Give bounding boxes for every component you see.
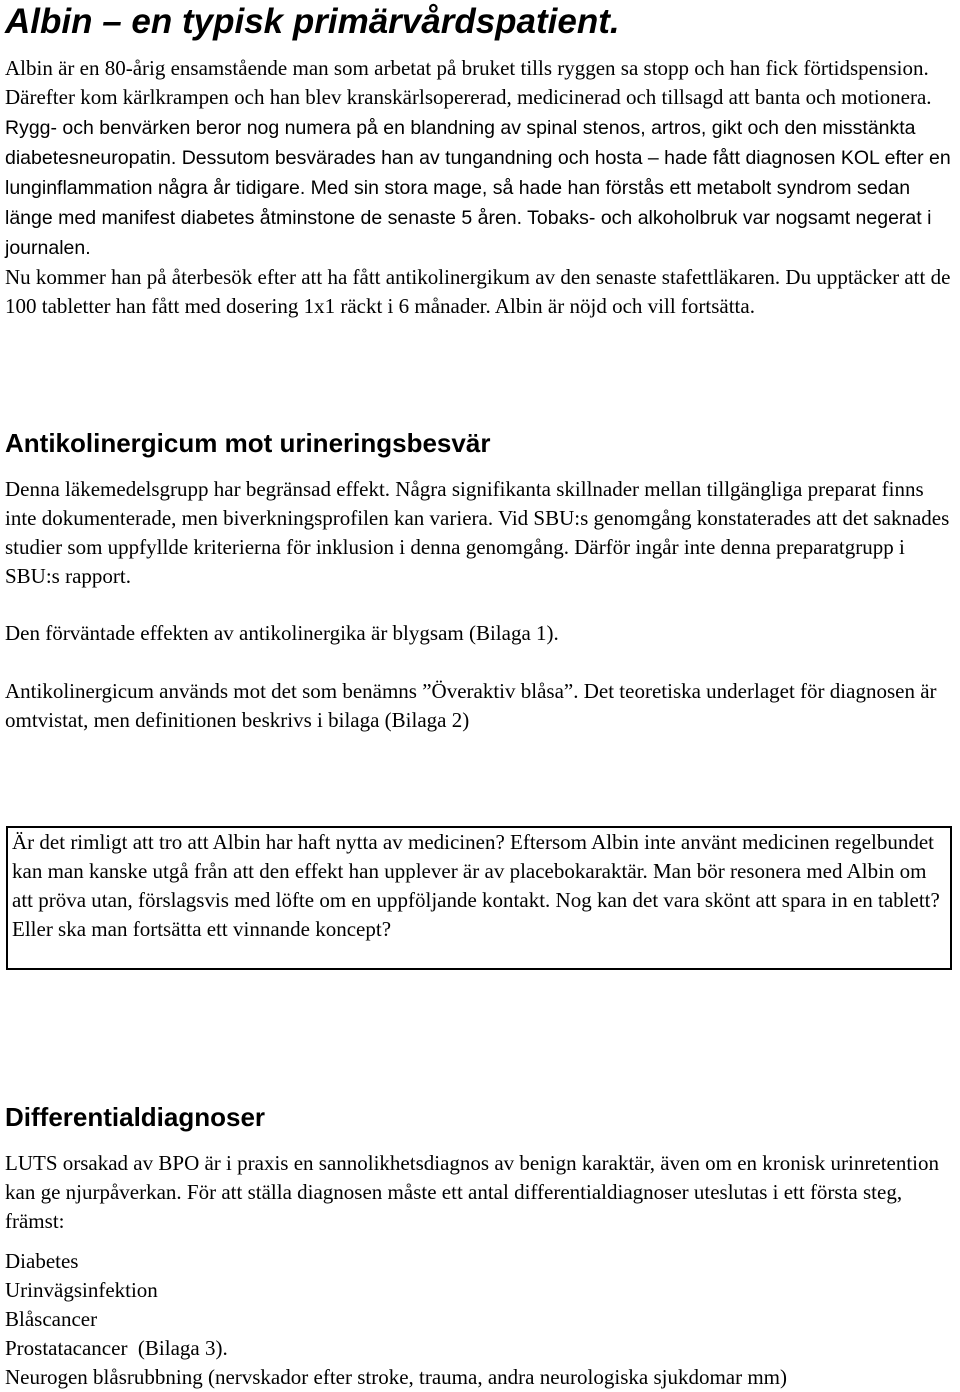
section2-paragraph-1: LUTS orsakad av BPO är i praxis en sannolikhetsdiagnos av benign karaktär, även om en kronisk urinretention kan ge njurpåverkan. För att ställa diagnosen måste ett antal differentialdiagnoser uteslutas i ett första steg, främst:: [5, 1151, 940, 1233]
section1-paragraph-3: Antikolinergicum används mot det som benämns ”Överaktiv blåsa”. Det teoretiska underlaget för diagnosen är omtvistat, men definitionen beskrivs i bilaga (Bilaga 2): [5, 679, 937, 732]
section1-paragraph-1: Denna läkemedelsgrupp har begränsad effekt. Några signifikanta skillnader mellan tillgängliga preparat finns inte dokumenterade, men biverkningsprofilen kan variera. Vid SBU:s genomgång konstaterades att det saknades studier som uppfyllde kriterierna för inklusion i denna genomgång. Därför ingår inte denna preparatgrupp i SBU:s rapport.: [5, 477, 950, 588]
list-item: Prostatacancer (Bilaga 3).: [5, 1336, 228, 1360]
section-heading-antikolinergicum: Antikolinergicum mot urineringsbesvär: [5, 428, 491, 458]
list-item: Diabetes: [5, 1249, 79, 1273]
diagnosis-list: [5, 1247, 787, 1392]
intro-paragraph: [5, 54, 955, 321]
reflection-text: Är det rimligt att tro att Albin har haft nytta av medicinen? Eftersom Albin inte använt medicinen regelbundet kan man kanske utgå från att den effekt han upplever är av placebokaraktär. Man bör resonera med Albin om att pröva utan, förslagsvis med löfte om en uppföljande kontakt. Nog kan det vara skönt att spara in en tablett? Eller ska man fortsätta ett vinnande koncept?: [12, 830, 940, 941]
document-title: Albin – en typisk primärvårdspatient.: [5, 2, 620, 41]
intro-sentence-2: Rygg- och benvärken beror nog numera på en blandning av spinal stenos, artros, gikt och den misstänkta diabetesneuropatin. Dessutom besvärades han av tungandning och hosta – hade fått diagnosen KOL efter en lunginflammation några år tidigare. Med sin stora mage, så hade han förstås ett metabolt syndrom sedan länge med manifest diabetes åtminstone de senaste 5 åren. Tobaks- och alkoholbruk var nogsamt negerat i journalen.: [5, 117, 951, 259]
intro-sentence-3: Nu kommer han på återbesök efter att ha fått antikolinergikum av den senaste stafettläkaren. Du upptäcker att de 100 tabletter han fått med dosering 1x1 räckt i 6 månader. Albin är nöjd och vill fortsätta.: [5, 265, 951, 318]
list-item: Urinvägsinfektion: [5, 1278, 158, 1302]
list-item: Blåscancer: [5, 1307, 98, 1331]
reflection-box: [6, 826, 952, 970]
intro-sentence-1: Albin är en 80-årig ensamstående man som arbetat på bruket tills ryggen sa stopp och han fick förtidspension. Därefter kom kärlkrampen och han blev kranskärlsopererad, medicinerad och tillsagd att banta och motionera.: [5, 56, 932, 109]
section1-paragraph-2: Den förväntade effekten av antikolinergika är blygsam (Bilaga 1).: [5, 621, 559, 645]
list-item: Neurogen blåsrubbning (nervskador efter stroke, trauma, andra neurologiska sjukdomar mm): [5, 1365, 788, 1389]
section-heading-differentialdiagnoser: Differentialdiagnoser: [5, 1102, 266, 1132]
